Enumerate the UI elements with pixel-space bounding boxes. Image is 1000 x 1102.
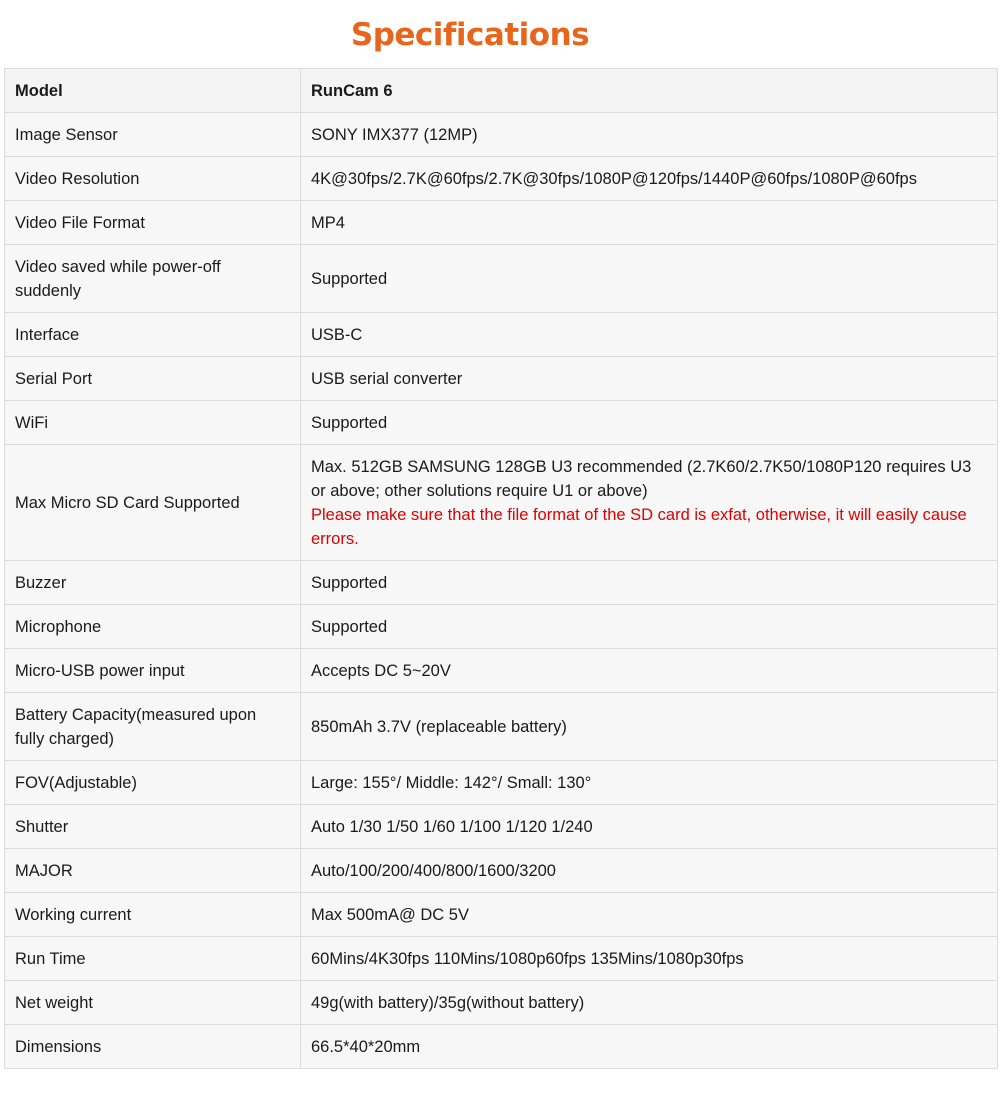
table-row — [5, 561, 998, 605]
spec-value: 850mAh 3.7V (replaceable battery) — [301, 693, 998, 761]
sd-card-warning: Please make sure that the file format of the SD card is exfat, otherwise, it will easily cause errors. — [311, 505, 967, 548]
spec-name: Buzzer — [5, 561, 301, 605]
spec-name: Interface — [5, 313, 301, 357]
table-row — [5, 445, 998, 561]
table-row — [5, 1025, 998, 1069]
header-value: RunCam 6 — [301, 69, 998, 113]
spec-value: Large: 155°/ Middle: 142°/ Small: 130° — [301, 761, 998, 805]
table-header-row — [5, 69, 998, 113]
spec-value: MP4 — [301, 201, 998, 245]
header-label: Model — [5, 69, 301, 113]
table-row — [5, 761, 998, 805]
sd-card-note: Max. 512GB SAMSUNG 128GB U3 recommended (2.7K60/2.7K50/1080P120 requires U3 or above; other solutions require U1 or above) — [311, 457, 972, 500]
table-row — [5, 805, 998, 849]
spec-value: 60Mins/4K30fps 110Mins/1080p60fps 135Mins/1080p30fps — [301, 937, 998, 981]
table-row — [5, 245, 998, 313]
table-row — [5, 693, 998, 761]
spec-value: 4K@30fps/2.7K@60fps/2.7K@30fps/1080P@120fps/1440P@60fps/1080P@60fps — [301, 157, 998, 201]
table-row — [5, 937, 998, 981]
specifications-table — [4, 68, 998, 1069]
spec-name: FOV(Adjustable) — [5, 761, 301, 805]
spec-value: Accepts DC 5~20V — [301, 649, 998, 693]
table-row — [5, 893, 998, 937]
table-row — [5, 981, 998, 1025]
spec-name: Working current — [5, 893, 301, 937]
spec-value: Supported — [301, 245, 998, 313]
spec-name: Dimensions — [5, 1025, 301, 1069]
spec-value: Auto 1/30 1/50 1/60 1/100 1/120 1/240 — [301, 805, 998, 849]
spec-name: Net weight — [5, 981, 301, 1025]
spec-name: Micro-USB power input — [5, 649, 301, 693]
spec-value — [301, 445, 998, 561]
spec-value: 66.5*40*20mm — [301, 1025, 998, 1069]
spec-name: Battery Capacity(measured upon fully charged) — [5, 693, 301, 761]
table-row — [5, 201, 998, 245]
spec-value: USB serial converter — [301, 357, 998, 401]
table-row — [5, 849, 998, 893]
table-row — [5, 401, 998, 445]
spec-name: Max Micro SD Card Supported — [5, 445, 301, 561]
spec-name: Image Sensor — [5, 113, 301, 157]
spec-name: Microphone — [5, 605, 301, 649]
spec-value: USB-C — [301, 313, 998, 357]
spec-value: Auto/100/200/400/800/1600/3200 — [301, 849, 998, 893]
spec-value: Supported — [301, 561, 998, 605]
spec-name: Video File Format — [5, 201, 301, 245]
spec-value: Max 500mA@ DC 5V — [301, 893, 998, 937]
spec-name: Run Time — [5, 937, 301, 981]
spec-name: Serial Port — [5, 357, 301, 401]
spec-name: Video saved while power-off suddenly — [5, 245, 301, 313]
spec-value: SONY IMX377 (12MP) — [301, 113, 998, 157]
spec-name: Video Resolution — [5, 157, 301, 201]
spec-name: MAJOR — [5, 849, 301, 893]
table-row — [5, 649, 998, 693]
spec-name: WiFi — [5, 401, 301, 445]
spec-value: Supported — [301, 401, 998, 445]
table-row — [5, 605, 998, 649]
table-row — [5, 113, 998, 157]
spec-name: Shutter — [5, 805, 301, 849]
spec-value: 49g(with battery)/35g(without battery) — [301, 981, 998, 1025]
table-row — [5, 357, 998, 401]
table-row — [5, 313, 998, 357]
table-row — [5, 157, 998, 201]
page-title: Specifications — [350, 17, 590, 53]
spec-value: Supported — [301, 605, 998, 649]
